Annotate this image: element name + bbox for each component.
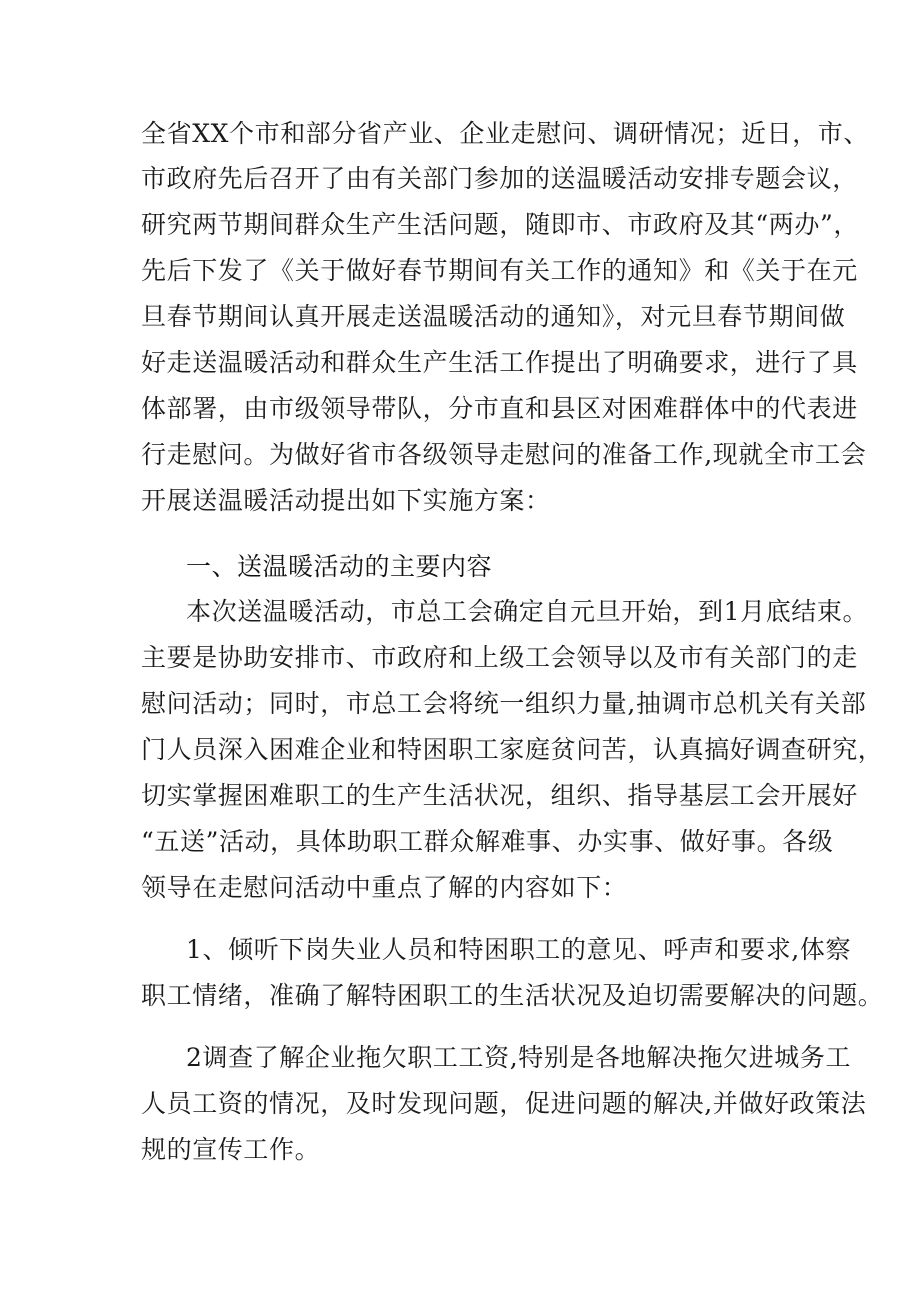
paragraph-line: 旦春节期间认真开展走送温暖活动的通知》，对元旦春节期间做 <box>141 302 846 331</box>
paragraph-line: 领导在走慰问活动中重点了解的内容如下： <box>141 873 628 902</box>
paragraph-line: 研究两节期间群众生产生活问题，随即市、市政府及其“两办”， <box>141 210 859 239</box>
list-item-line: 职工情绪，准确了解特困职工的生活状况及迫切需要解决的问题。 <box>141 981 884 1010</box>
paragraph-line: 好走送温暖活动和群众生产生活工作提出了明确要求，进行了具 <box>141 348 858 377</box>
paragraph-line: 开展送温暖活动提出如下实施方案： <box>141 486 551 515</box>
list-item-line: 2调查了解企业拖欠职工工资,特别是各地解决拖欠进城务工 <box>186 1043 852 1072</box>
list-item-line: 规的宣传工作。 <box>141 1135 321 1164</box>
paragraph-line: 全省XX个市和部分省产业、企业走慰问、调研情况；近日，市、 <box>141 119 869 148</box>
paragraph-line: 市政府先后召开了由有关部门参加的送温暖活动安排专题会议， <box>141 164 858 193</box>
list-item-line: 人员工资的情况，及时发现问题，促进问题的解决,并做好政策法 <box>141 1089 867 1118</box>
paragraph-line: 先后下发了《关于做好春节期间有关工作的通知》和《关于在元 <box>141 256 858 285</box>
paragraph-line: 体部署，由市级领导带队，分市直和县区对困难群体中的代表进 <box>141 394 858 423</box>
paragraph-line: 行走慰问。为做好省市各级领导走慰问的准备工作,现就全市工会 <box>141 440 867 469</box>
paragraph-line: 主要是协助安排市、市政府和上级工会领导以及市有关部门的走 <box>141 643 858 672</box>
list-item-line: 1、倾听下岗失业人员和特困职工的意见、呼声和要求,体察 <box>186 935 852 964</box>
paragraph-line: 本次送温暖活动，市总工会确定自元旦开始，到1月底结束。 <box>186 597 869 626</box>
paragraph-line: 切实掌握困难职工的生产生活状况，组织、指导基层工会开展好 <box>141 781 858 810</box>
paragraph-line: “五送”活动，具体助职工群众解难事、办实事、做好事。各级 <box>141 827 834 856</box>
section-heading: 一、送温暖活动的主要内容 <box>186 552 493 581</box>
paragraph-line: 慰问活动；同时，市总工会将统一组织力量,抽调市总机关有关部 <box>141 689 867 718</box>
paragraph-line: 门人员深入困难企业和特困职工家庭贫问苦，认真搞好调查研究， <box>141 735 884 764</box>
